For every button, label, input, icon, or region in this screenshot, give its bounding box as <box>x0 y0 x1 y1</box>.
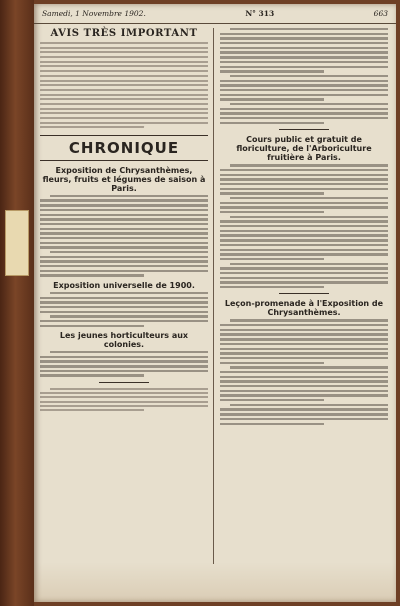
header-page-number: 663 <box>373 9 388 18</box>
spine-label <box>5 210 29 276</box>
left-column <box>40 26 208 566</box>
section-title-lecon-promenade: Leçon-promenade à l'Exposition de Chrysanthèmes. <box>224 299 384 318</box>
page-shading <box>34 562 396 602</box>
chronique-title: CHRONIQUE <box>40 135 208 161</box>
section-body <box>40 351 208 377</box>
right-column <box>220 26 388 566</box>
column-divider <box>213 28 214 564</box>
section-body <box>40 292 208 327</box>
section-title-chrysanthemes: Exposition de Chrysanthèmes, fleurs, fruits et légumes de saison à Paris. <box>42 165 206 193</box>
section-body <box>220 319 388 425</box>
continued-text <box>220 28 388 124</box>
section-title-cours-public: Cours public et gratuit de floriculture, de l'Arboriculture fruitière à Paris. <box>236 135 372 163</box>
page-header <box>34 4 396 24</box>
avis-title: AVIS TRÈS IMPORTANT <box>50 28 198 39</box>
header-issue: N° 313 <box>245 9 275 18</box>
document-page <box>34 4 396 602</box>
avis-body <box>40 42 208 129</box>
section-divider <box>279 129 329 130</box>
footnote-divider <box>99 382 149 383</box>
section-title-exposition-1900: Exposition universelle de 1900. <box>53 280 195 290</box>
book-spine <box>0 0 34 606</box>
section-body <box>220 164 388 288</box>
footnote <box>40 388 208 411</box>
header-date: Samedi, 1 Novembre 1902. <box>42 9 146 18</box>
section-title-jeunes-horticulteurs: Les jeunes horticulteurs aux colonies. <box>59 331 189 350</box>
section-body <box>40 195 208 277</box>
section-divider <box>279 293 329 294</box>
